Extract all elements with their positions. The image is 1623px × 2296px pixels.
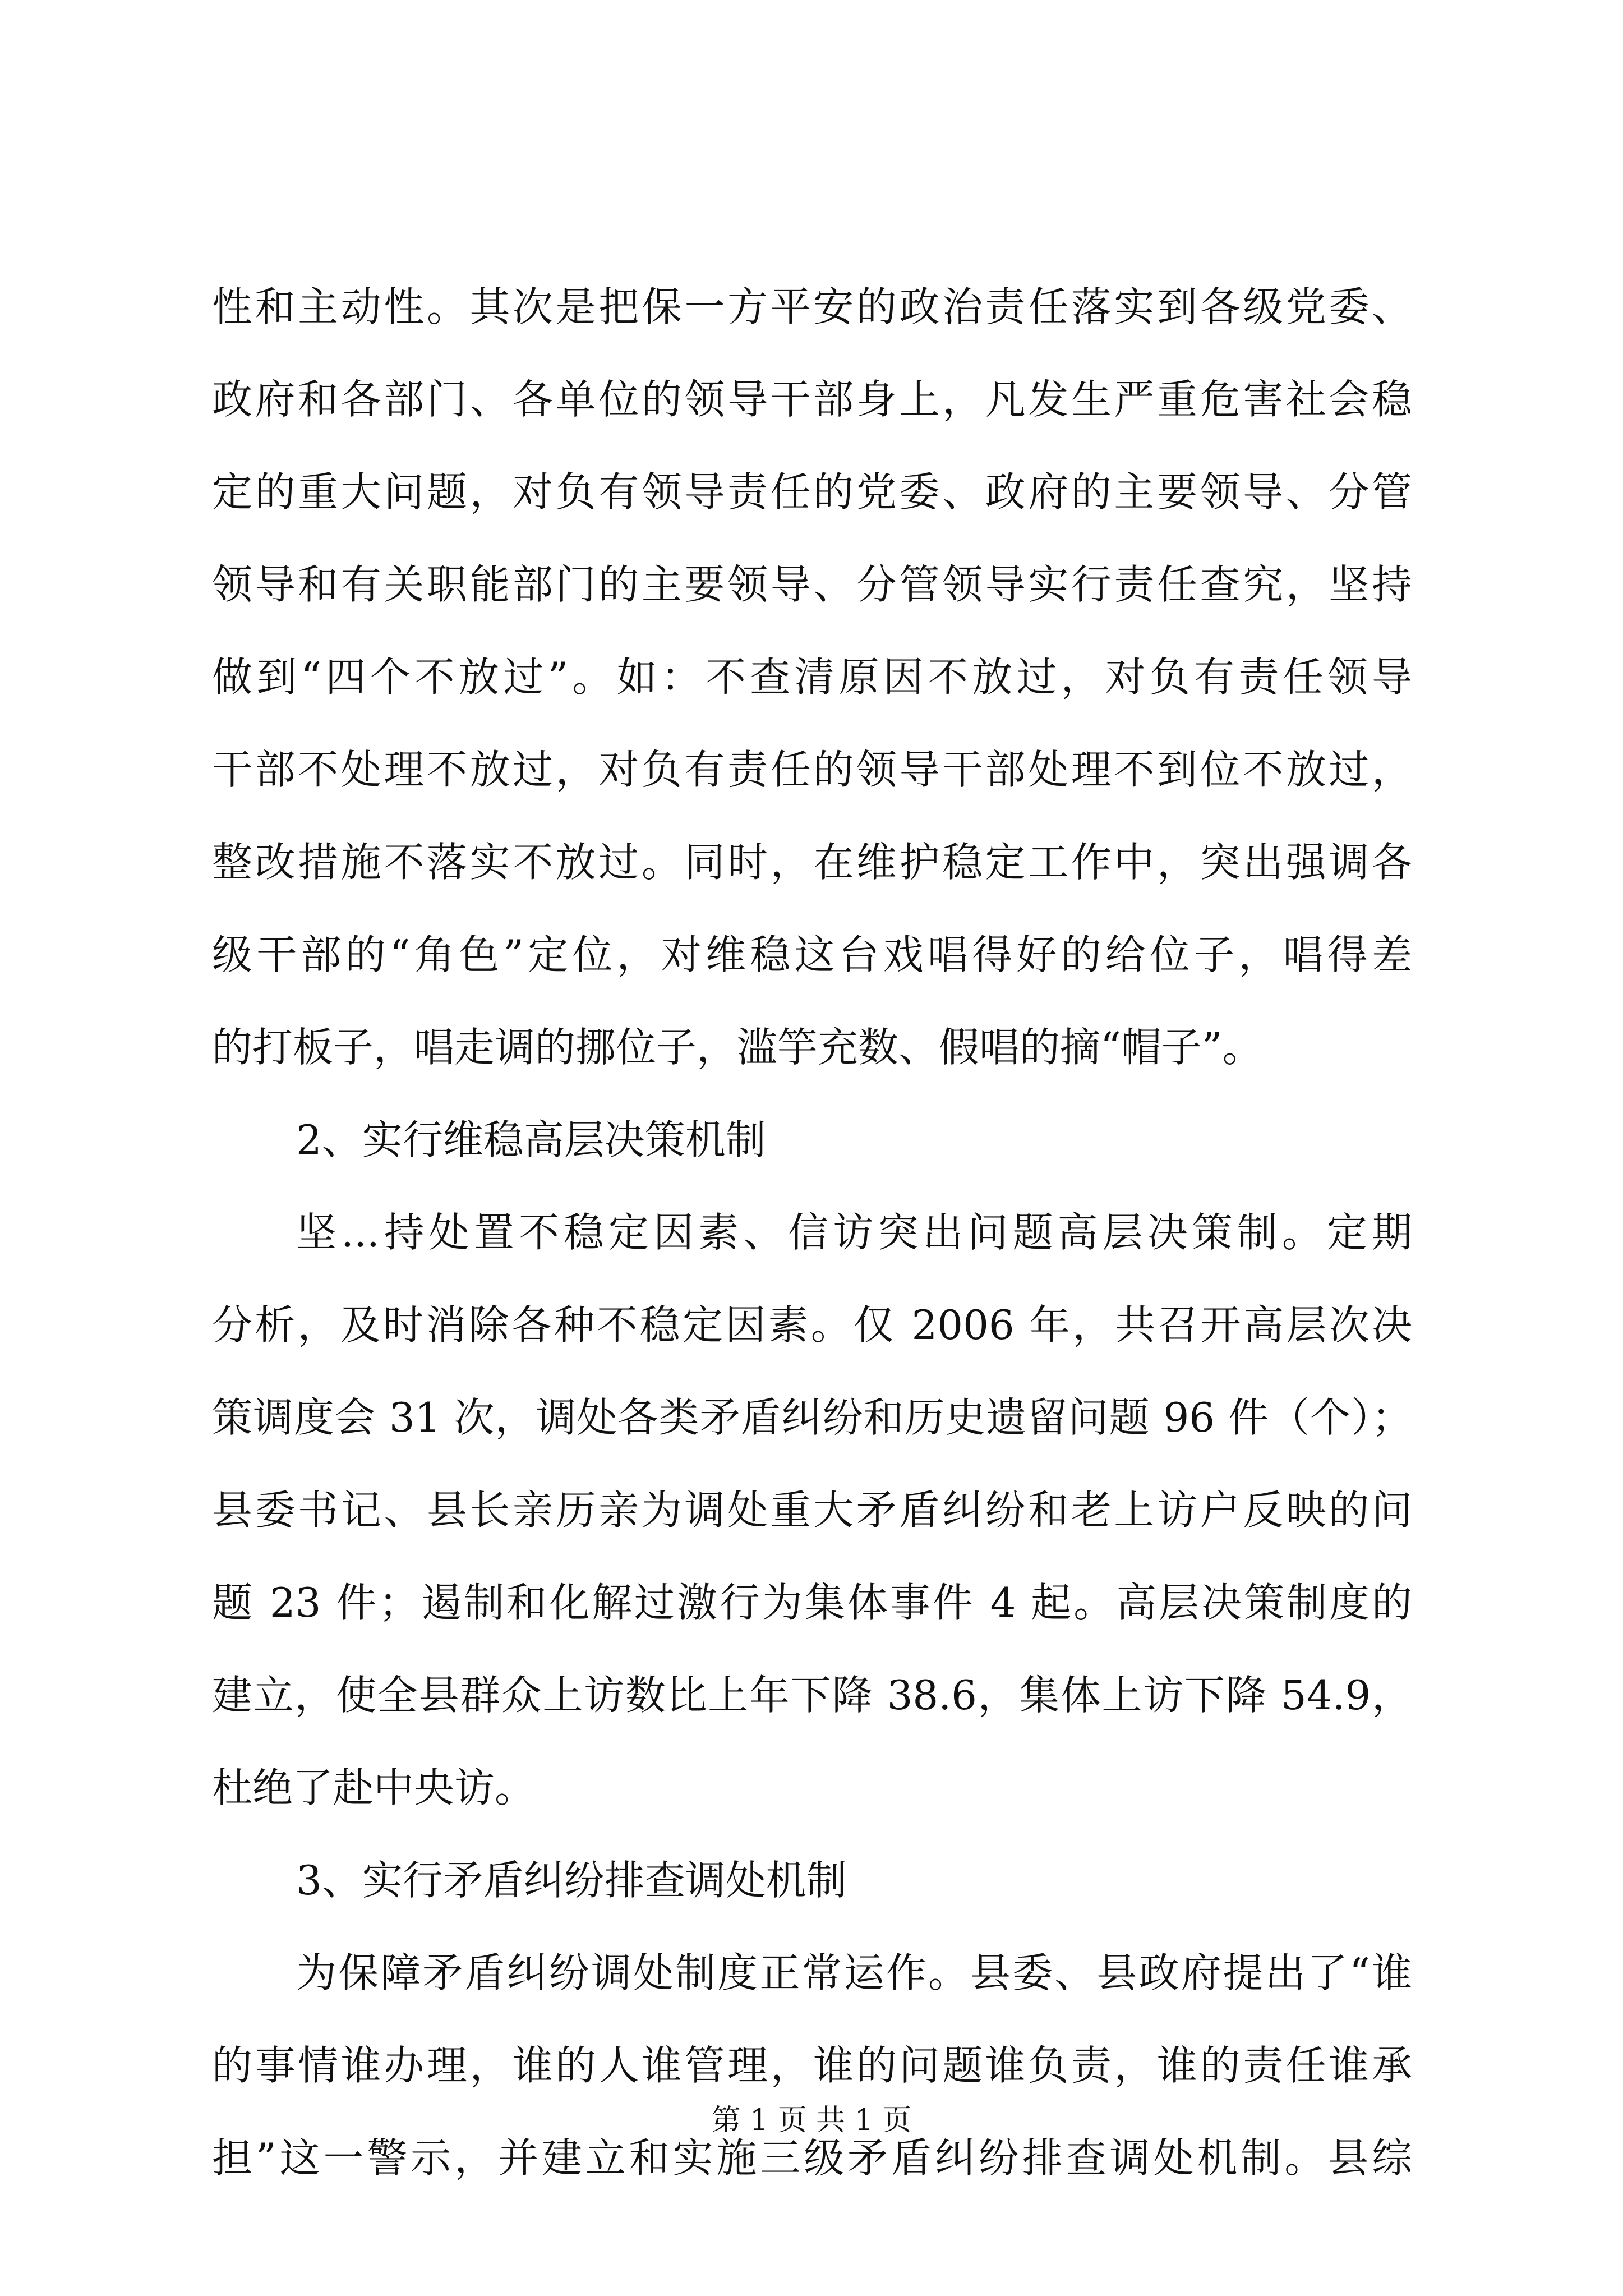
text-line: 的事情谁办理，谁的人谁管理，谁的问题谁负责，谁的责任谁承 [212,2042,1412,2089]
page-footer: 第 1 页 共 1 页 [711,2104,912,2137]
section-heading: 2、实行维稳高层决策机制 [296,1116,766,1163]
text-line: 坚...持处置不稳定因素、信访突出问题高层决策制。定期 [296,1209,1412,1256]
text-line: 整改措施不落实不放过。同时，在维护稳定工作中，突出强调各 [212,839,1412,886]
document-body [212,261,1412,2205]
text-line: 性和主动性。其次是把保一方平安的政治责任落实到各级党委、 [212,283,1412,330]
text-line: 担”这一警示，并建立和实施三级矛盾纠纷排查调处机制。县综 [212,2134,1412,2182]
text-line: 的打板子，唱走调的挪位子，滥竽充数、假唱的摘“帽子”。 [212,1024,1263,1071]
text-line: 为保障矛盾纠纷调处制度正常运作。县委、县政府提出了“谁 [296,1949,1412,1996]
text-line: 县委书记、县长亲历亲为调处重大矛盾纠纷和老上访户反映的问 [212,1487,1412,1534]
text-line: 策调度会 31 次，调处各类矛盾纠纷和历史遗留问题 96 件（个）； [212,1394,1412,1441]
text-line: 题 23 件；遏制和化解过激行为集体事件 4 起。高层决策制度的 [212,1579,1412,1626]
text-line: 分析，及时消除各种不稳定因素。仅 2006 年，共召开高层次决 [212,1301,1412,1349]
text-line: 杜绝了赴中央访。 [212,1764,536,1811]
text-line: 做到“四个不放过”。如：不查清原因不放过，对负有责任领导 [212,654,1412,701]
text-line: 政府和各部门、各单位的领导干部身上，凡发生严重危害社会稳 [212,376,1412,423]
text-line: 级干部的“角色”定位，对维稳这台戏唱得好的给位子，唱得差 [212,931,1412,978]
text-line: 建立，使全县群众上访数比上年下降 38.6，集体上访下降 54.9， [212,1672,1412,1719]
text-line: 干部不处理不放过，对负有责任的领导干部处理不到位不放过， [212,746,1412,793]
text-line: 定的重大问题，对负有领导责任的党委、政府的主要领导、分管 [212,468,1412,516]
text-line: 领导和有关职能部门的主要领导、分管领导实行责任查究，坚持 [212,561,1412,608]
section-heading: 3、实行矛盾纠纷排查调处机制 [296,1857,847,1904]
